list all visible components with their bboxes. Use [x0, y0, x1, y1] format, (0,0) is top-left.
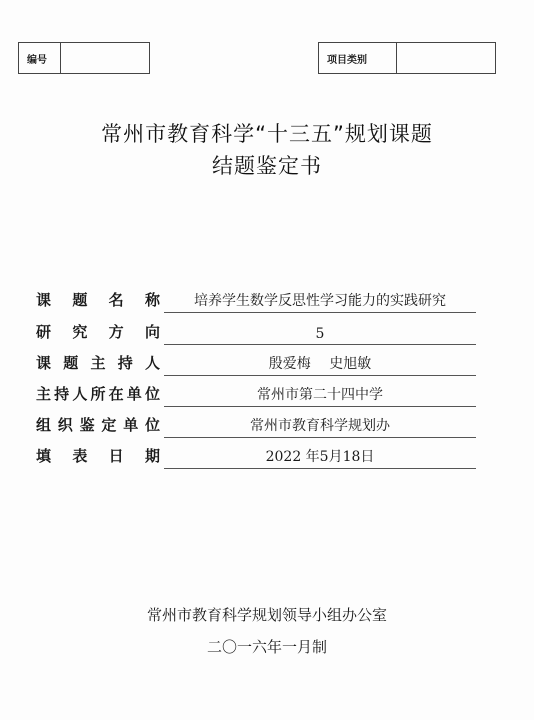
field-row: [36, 321, 476, 345]
footer-office: 常州市教育科学规划领导小组办公室: [146, 606, 387, 624]
field-label-char: 课: [36, 354, 52, 372]
number-label: 编号: [19, 43, 61, 73]
field-label: [36, 352, 160, 376]
field-label-char: 组: [36, 416, 52, 434]
field-label-char: 定: [101, 416, 117, 434]
field-value: 5: [164, 326, 476, 345]
field-label-char: 主: [90, 354, 106, 372]
field-label-char: 题: [72, 291, 88, 309]
field-label-char: 人: [72, 385, 88, 403]
field-label: [36, 321, 160, 345]
field-label-char: 称: [144, 291, 160, 309]
field-label: [36, 414, 160, 438]
document-subtitle: 结题鉴定书: [212, 154, 322, 178]
category-value: [397, 43, 495, 73]
field-label-char: 方: [108, 323, 124, 341]
number-box: [18, 42, 150, 74]
field-label-char: 研: [36, 323, 52, 341]
field-label-char: 在: [108, 385, 124, 403]
field-label-char: 单: [123, 416, 139, 434]
field-label-char: 鉴: [79, 416, 95, 434]
field-label-char: 位: [144, 385, 160, 403]
field-row: [36, 383, 476, 407]
field-label-char: 题: [63, 354, 79, 372]
field-label-char: 向: [144, 323, 160, 341]
field-label-char: 人: [144, 354, 160, 372]
field-label-char: 填: [36, 447, 52, 465]
field-label-char: 课: [36, 291, 52, 309]
field-label-char: 位: [144, 416, 160, 434]
field-row: [36, 289, 476, 313]
field-row: [36, 352, 476, 376]
category-label: 项目类别: [319, 43, 397, 73]
field-row: [36, 445, 476, 469]
field-label-char: 名: [108, 291, 124, 309]
field-label-char: 所: [90, 385, 106, 403]
document-title: 常州市教育科学“十三五”规划课题: [101, 122, 433, 146]
field-row: [36, 414, 476, 438]
field-label-char: 单: [126, 385, 142, 403]
field-label-char: 主: [36, 385, 52, 403]
number-value: [61, 43, 149, 73]
field-value: 常州市第二十四中学: [164, 384, 476, 407]
field-label-char: 日: [108, 447, 124, 465]
category-box: [318, 42, 496, 74]
field-label-char: 持: [117, 354, 133, 372]
field-value: 常州市教育科学规划办: [164, 415, 476, 438]
field-label: [36, 383, 160, 407]
field-label-char: 织: [57, 416, 73, 434]
footer-date: 二〇一六年一月制: [206, 638, 327, 656]
field-label-char: 持: [54, 385, 70, 403]
field-value: 2022 年5月18日: [164, 446, 476, 469]
field-label: [36, 445, 160, 469]
field-label: [36, 289, 160, 313]
field-label-char: 期: [144, 447, 160, 465]
field-value: 殷爱梅 史旭敏: [164, 353, 476, 376]
field-label-char: 究: [72, 323, 88, 341]
field-label-char: 表: [72, 447, 88, 465]
field-value: 培养学生数学反思性学习能力的实践研究: [164, 290, 476, 313]
